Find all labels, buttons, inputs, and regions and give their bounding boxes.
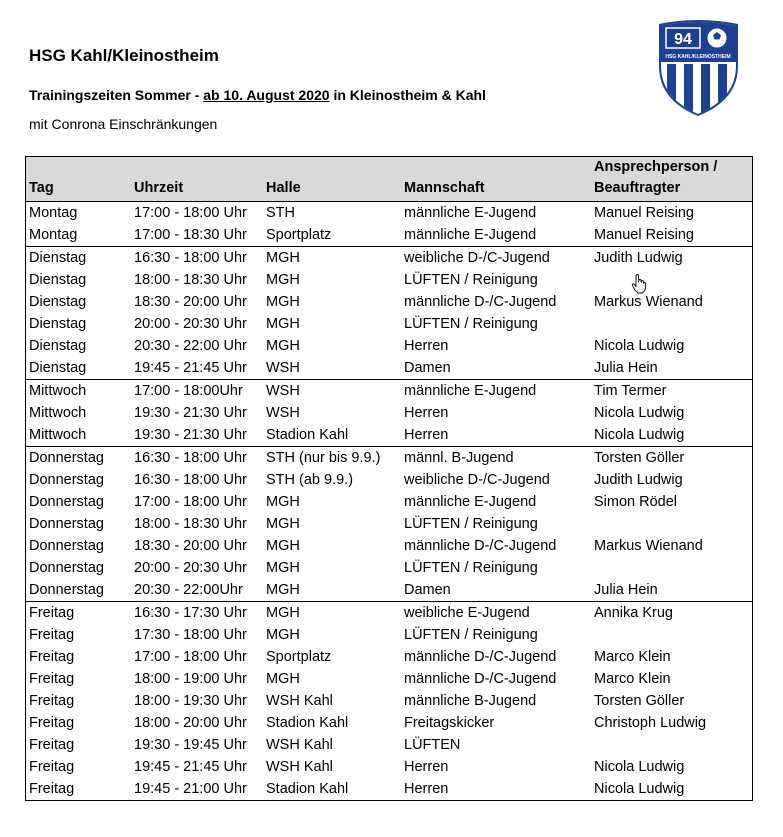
- cell-time: 16:30 - 18:00 Uhr: [131, 447, 263, 470]
- cell-contact: Julia Hein: [594, 360, 658, 376]
- cell-day: Dienstag: [29, 294, 87, 310]
- cell-time: 20:00 - 20:30 Uhr: [134, 316, 247, 332]
- cell-time: 19:45 - 21:00 Uhr: [134, 781, 247, 797]
- cell-time: 17:00 - 18:00Uhr: [131, 380, 263, 403]
- cell-team: LÜFTEN / Reinigung: [404, 272, 538, 288]
- cell-day: Freitag: [29, 759, 75, 775]
- cell-hall: MGH: [266, 294, 300, 310]
- logo-text: HSG KAHL/KLEINOSTHEIM: [665, 54, 731, 60]
- cell-contact: Simon Rödel: [594, 494, 678, 510]
- cell-hall: Stadion Kahl: [266, 781, 349, 797]
- cell-team: Damen: [404, 360, 451, 376]
- cell-day: Freitag: [29, 671, 75, 687]
- cell-time: 17:30 - 18:00 Uhr: [134, 627, 247, 643]
- column-header-hall: Halle: [263, 157, 401, 202]
- table-row: [26, 712, 753, 734]
- column-header-time: Uhrzeit: [131, 157, 263, 202]
- cell-hall: WSH: [266, 360, 300, 376]
- cell-contact: [591, 734, 753, 756]
- cell-time: 17:00 - 18:00 Uhr: [134, 494, 247, 510]
- cell-hall: STH: [266, 205, 295, 221]
- cell-contact: Christoph Ludwig: [594, 715, 707, 731]
- cell-team: männliche D-/C-Jugend: [404, 671, 557, 687]
- cell-day: Donnerstag: [29, 472, 104, 488]
- cell-hall: MGH: [266, 272, 300, 288]
- cell-time: 20:30 - 22:00Uhr: [134, 582, 243, 598]
- cell-day: Dienstag: [29, 338, 87, 354]
- cell-day: Freitag: [29, 715, 75, 731]
- cell-team: Herren: [404, 759, 449, 775]
- cell-day: Freitag: [29, 627, 75, 643]
- cell-contact: Nicola Ludwig: [594, 759, 685, 775]
- page-title: HSG Kahl/Kleinostheim: [29, 46, 219, 65]
- cell-day: Donnerstag: [29, 494, 104, 510]
- table-row: [26, 491, 753, 513]
- cell-contact: [591, 513, 753, 535]
- cell-team: weibliche D-/C-Jugend: [401, 247, 591, 270]
- cell-day: Donnerstag: [29, 582, 104, 598]
- cell-day: Freitag: [29, 693, 75, 709]
- cell-team: Freitagskicker: [404, 715, 495, 731]
- table-row: [26, 247, 753, 270]
- cell-day: Dienstag: [26, 247, 132, 270]
- cell-hall: MGH: [263, 602, 401, 625]
- cell-time: 20:30 - 22:00 Uhr: [134, 338, 247, 354]
- cell-time: 18:00 - 19:00 Uhr: [134, 671, 247, 687]
- cell-team: Herren: [404, 338, 449, 354]
- cell-day: Freitag: [29, 737, 75, 753]
- table-row: [26, 602, 753, 625]
- cell-hall: Stadion Kahl: [266, 715, 349, 731]
- table-row: [26, 690, 753, 712]
- cell-day: Mittwoch: [29, 427, 87, 443]
- table-row: [26, 579, 753, 602]
- cell-contact: Judith Ludwig: [591, 247, 753, 270]
- column-header-day: Tag: [26, 157, 132, 202]
- cell-day: Dienstag: [29, 360, 87, 376]
- cell-contact: [591, 313, 753, 335]
- cell-team: Damen: [404, 582, 451, 598]
- cell-team: Herren: [404, 405, 449, 421]
- cell-contact: [591, 269, 753, 291]
- cell-team: männliche E-Jugend: [404, 205, 537, 221]
- cell-hall: MGH: [266, 338, 300, 354]
- cell-contact: Nicola Ludwig: [594, 338, 685, 354]
- cell-time: 18:00 - 18:30 Uhr: [134, 516, 247, 532]
- subtitle-suffix: in Kleinostheim & Kahl: [329, 87, 486, 103]
- cell-contact: Annika Krug: [591, 602, 753, 625]
- cell-time: 17:00 - 18:00 Uhr: [134, 205, 247, 221]
- cell-hall: WSH Kahl: [266, 693, 333, 709]
- cell-contact: Tim Termer: [591, 380, 753, 403]
- cell-team: männliche D-/C-Jugend: [404, 649, 557, 665]
- hand-cursor-icon: [631, 274, 647, 294]
- table-row: [26, 335, 753, 357]
- table-header-row: [26, 157, 753, 202]
- cell-day: Dienstag: [29, 272, 87, 288]
- cell-time: 19:30 - 19:45 Uhr: [134, 737, 247, 753]
- cell-time: 16:30 - 18:00 Uhr: [134, 472, 247, 488]
- contact-header-line1: Ansprechperson /: [594, 159, 718, 175]
- table-row: [26, 513, 753, 535]
- cell-time: 16:30 - 18:00 Uhr: [131, 247, 263, 270]
- cell-day: Donnerstag: [29, 516, 104, 532]
- table-row: [26, 778, 753, 801]
- cell-hall: MGH: [266, 560, 300, 576]
- table-row: [26, 624, 753, 646]
- cell-hall: MGH: [266, 538, 300, 554]
- table-row: [26, 668, 753, 690]
- table-row: [26, 646, 753, 668]
- cell-day: Donnerstag: [26, 447, 132, 470]
- cell-hall: MGH: [266, 316, 300, 332]
- cell-hall: MGH: [263, 247, 401, 270]
- cell-hall: Stadion Kahl: [266, 427, 349, 443]
- cell-team: Herren: [404, 427, 449, 443]
- cell-time: 19:30 - 21:30 Uhr: [134, 427, 247, 443]
- subtitle-prefix: Trainingszeiten Sommer -: [29, 87, 204, 103]
- cell-time: 16:30 - 17:30 Uhr: [131, 602, 263, 625]
- cell-hall: STH (nur bis 9.9.): [263, 447, 401, 470]
- cell-team: Herren: [404, 781, 449, 797]
- cell-team: männliche B-Jugend: [404, 693, 537, 709]
- cell-hall: WSH: [263, 380, 401, 403]
- cell-time: 17:00 - 18:30 Uhr: [134, 227, 247, 243]
- cell-contact: Nicola Ludwig: [594, 405, 685, 421]
- cell-contact: [591, 557, 753, 579]
- table-row: [26, 380, 753, 403]
- table-row: [26, 357, 753, 380]
- cell-hall: MGH: [266, 582, 300, 598]
- cell-team: LÜFTEN / Reinigung: [404, 316, 538, 332]
- cell-day: Donnerstag: [29, 538, 104, 554]
- cell-team: weibliche E-Jugend: [401, 602, 591, 625]
- cell-team: LÜFTEN / Reinigung: [404, 560, 538, 576]
- cell-day: Mittwoch: [29, 405, 87, 421]
- restriction-note: mit Conrona Einschränkungen: [29, 116, 218, 132]
- cell-contact: Judith Ludwig: [594, 472, 683, 488]
- table-row: [26, 313, 753, 335]
- cell-team: männl. B-Jugend: [401, 447, 591, 470]
- table-row: [26, 557, 753, 579]
- cell-team: LÜFTEN: [404, 737, 461, 753]
- column-header-team: Mannschaft: [401, 157, 591, 202]
- cell-team: männliche E-Jugend: [404, 494, 537, 510]
- table-row: [26, 734, 753, 756]
- cell-contact: [591, 624, 753, 646]
- cell-hall: MGH: [266, 627, 300, 643]
- cell-time: 18:30 - 20:00 Uhr: [134, 538, 247, 554]
- cell-team: männliche E-Jugend: [401, 380, 591, 403]
- table-row: [26, 224, 753, 247]
- cell-contact: Manuel Reising: [594, 205, 694, 221]
- cell-hall: STH (ab 9.9.): [266, 472, 354, 488]
- cell-contact: Torsten Göller: [594, 693, 685, 709]
- table-row: [26, 424, 753, 447]
- cell-day: Montag: [29, 205, 78, 221]
- cell-day: Dienstag: [29, 316, 87, 332]
- page-subtitle: [29, 87, 486, 103]
- cell-time: 20:00 - 20:30 Uhr: [134, 560, 247, 576]
- cell-day: Freitag: [29, 781, 75, 797]
- cell-team: männliche D-/C-Jugend: [404, 294, 557, 310]
- cell-day: Mittwoch: [26, 380, 132, 403]
- cell-team: männliche E-Jugend: [404, 227, 537, 243]
- cell-hall: MGH: [266, 516, 300, 532]
- cell-day: Donnerstag: [29, 560, 104, 576]
- cell-contact: Julia Hein: [594, 582, 658, 598]
- cell-hall: WSH Kahl: [266, 759, 333, 775]
- table-row: [26, 535, 753, 557]
- cell-day: Freitag: [29, 649, 75, 665]
- contact-header-line2: Beauftragter: [594, 180, 681, 196]
- table-row: [26, 469, 753, 491]
- cell-time: 18:00 - 20:00 Uhr: [134, 715, 247, 731]
- cell-contact: Manuel Reising: [594, 227, 694, 243]
- cell-hall: WSH Kahl: [266, 737, 333, 753]
- cell-team: LÜFTEN / Reinigung: [404, 516, 538, 532]
- subtitle-date: ab 10. August 2020: [203, 87, 330, 103]
- cell-contact: Nicola Ludwig: [594, 427, 685, 443]
- cell-contact: Markus Wienand: [594, 538, 703, 554]
- club-logo: [657, 20, 740, 116]
- cell-contact: Nicola Ludwig: [594, 781, 685, 797]
- logo-number: 94: [674, 31, 692, 48]
- column-header-contact: [591, 157, 753, 202]
- cell-hall: MGH: [266, 494, 300, 510]
- cell-day: Freitag: [26, 602, 132, 625]
- cell-day: Montag: [29, 227, 78, 243]
- cell-contact: Torsten Göller: [591, 447, 753, 470]
- table-row: [26, 447, 753, 470]
- cell-time: 18:00 - 18:30 Uhr: [134, 272, 247, 288]
- table-row: [26, 202, 753, 225]
- table-row: [26, 756, 753, 778]
- table-row: [26, 291, 753, 313]
- cell-team: LÜFTEN / Reinigung: [404, 627, 538, 643]
- cell-time: 18:30 - 20:00 Uhr: [134, 294, 247, 310]
- cell-team: weibliche D-/C-Jugend: [404, 472, 550, 488]
- cell-time: 18:00 - 19:30 Uhr: [134, 693, 247, 709]
- cell-hall: MGH: [266, 671, 300, 687]
- cell-hall: WSH: [266, 405, 300, 421]
- cell-hall: Sportplatz: [266, 649, 332, 665]
- cell-time: 19:30 - 21:30 Uhr: [134, 405, 247, 421]
- training-schedule-table: [25, 156, 753, 801]
- cell-hall: Sportplatz: [266, 227, 332, 243]
- cell-contact: Marco Klein: [594, 671, 671, 687]
- cell-time: 19:45 - 21:45 Uhr: [134, 759, 247, 775]
- table-row: [26, 402, 753, 424]
- cell-contact: Markus Wienand: [594, 294, 703, 310]
- cell-time: 19:45 - 21:45 Uhr: [134, 360, 247, 376]
- cell-team: männliche D-/C-Jugend: [404, 538, 557, 554]
- cell-time: 17:00 - 18:00 Uhr: [134, 649, 247, 665]
- cell-contact: Marco Klein: [594, 649, 671, 665]
